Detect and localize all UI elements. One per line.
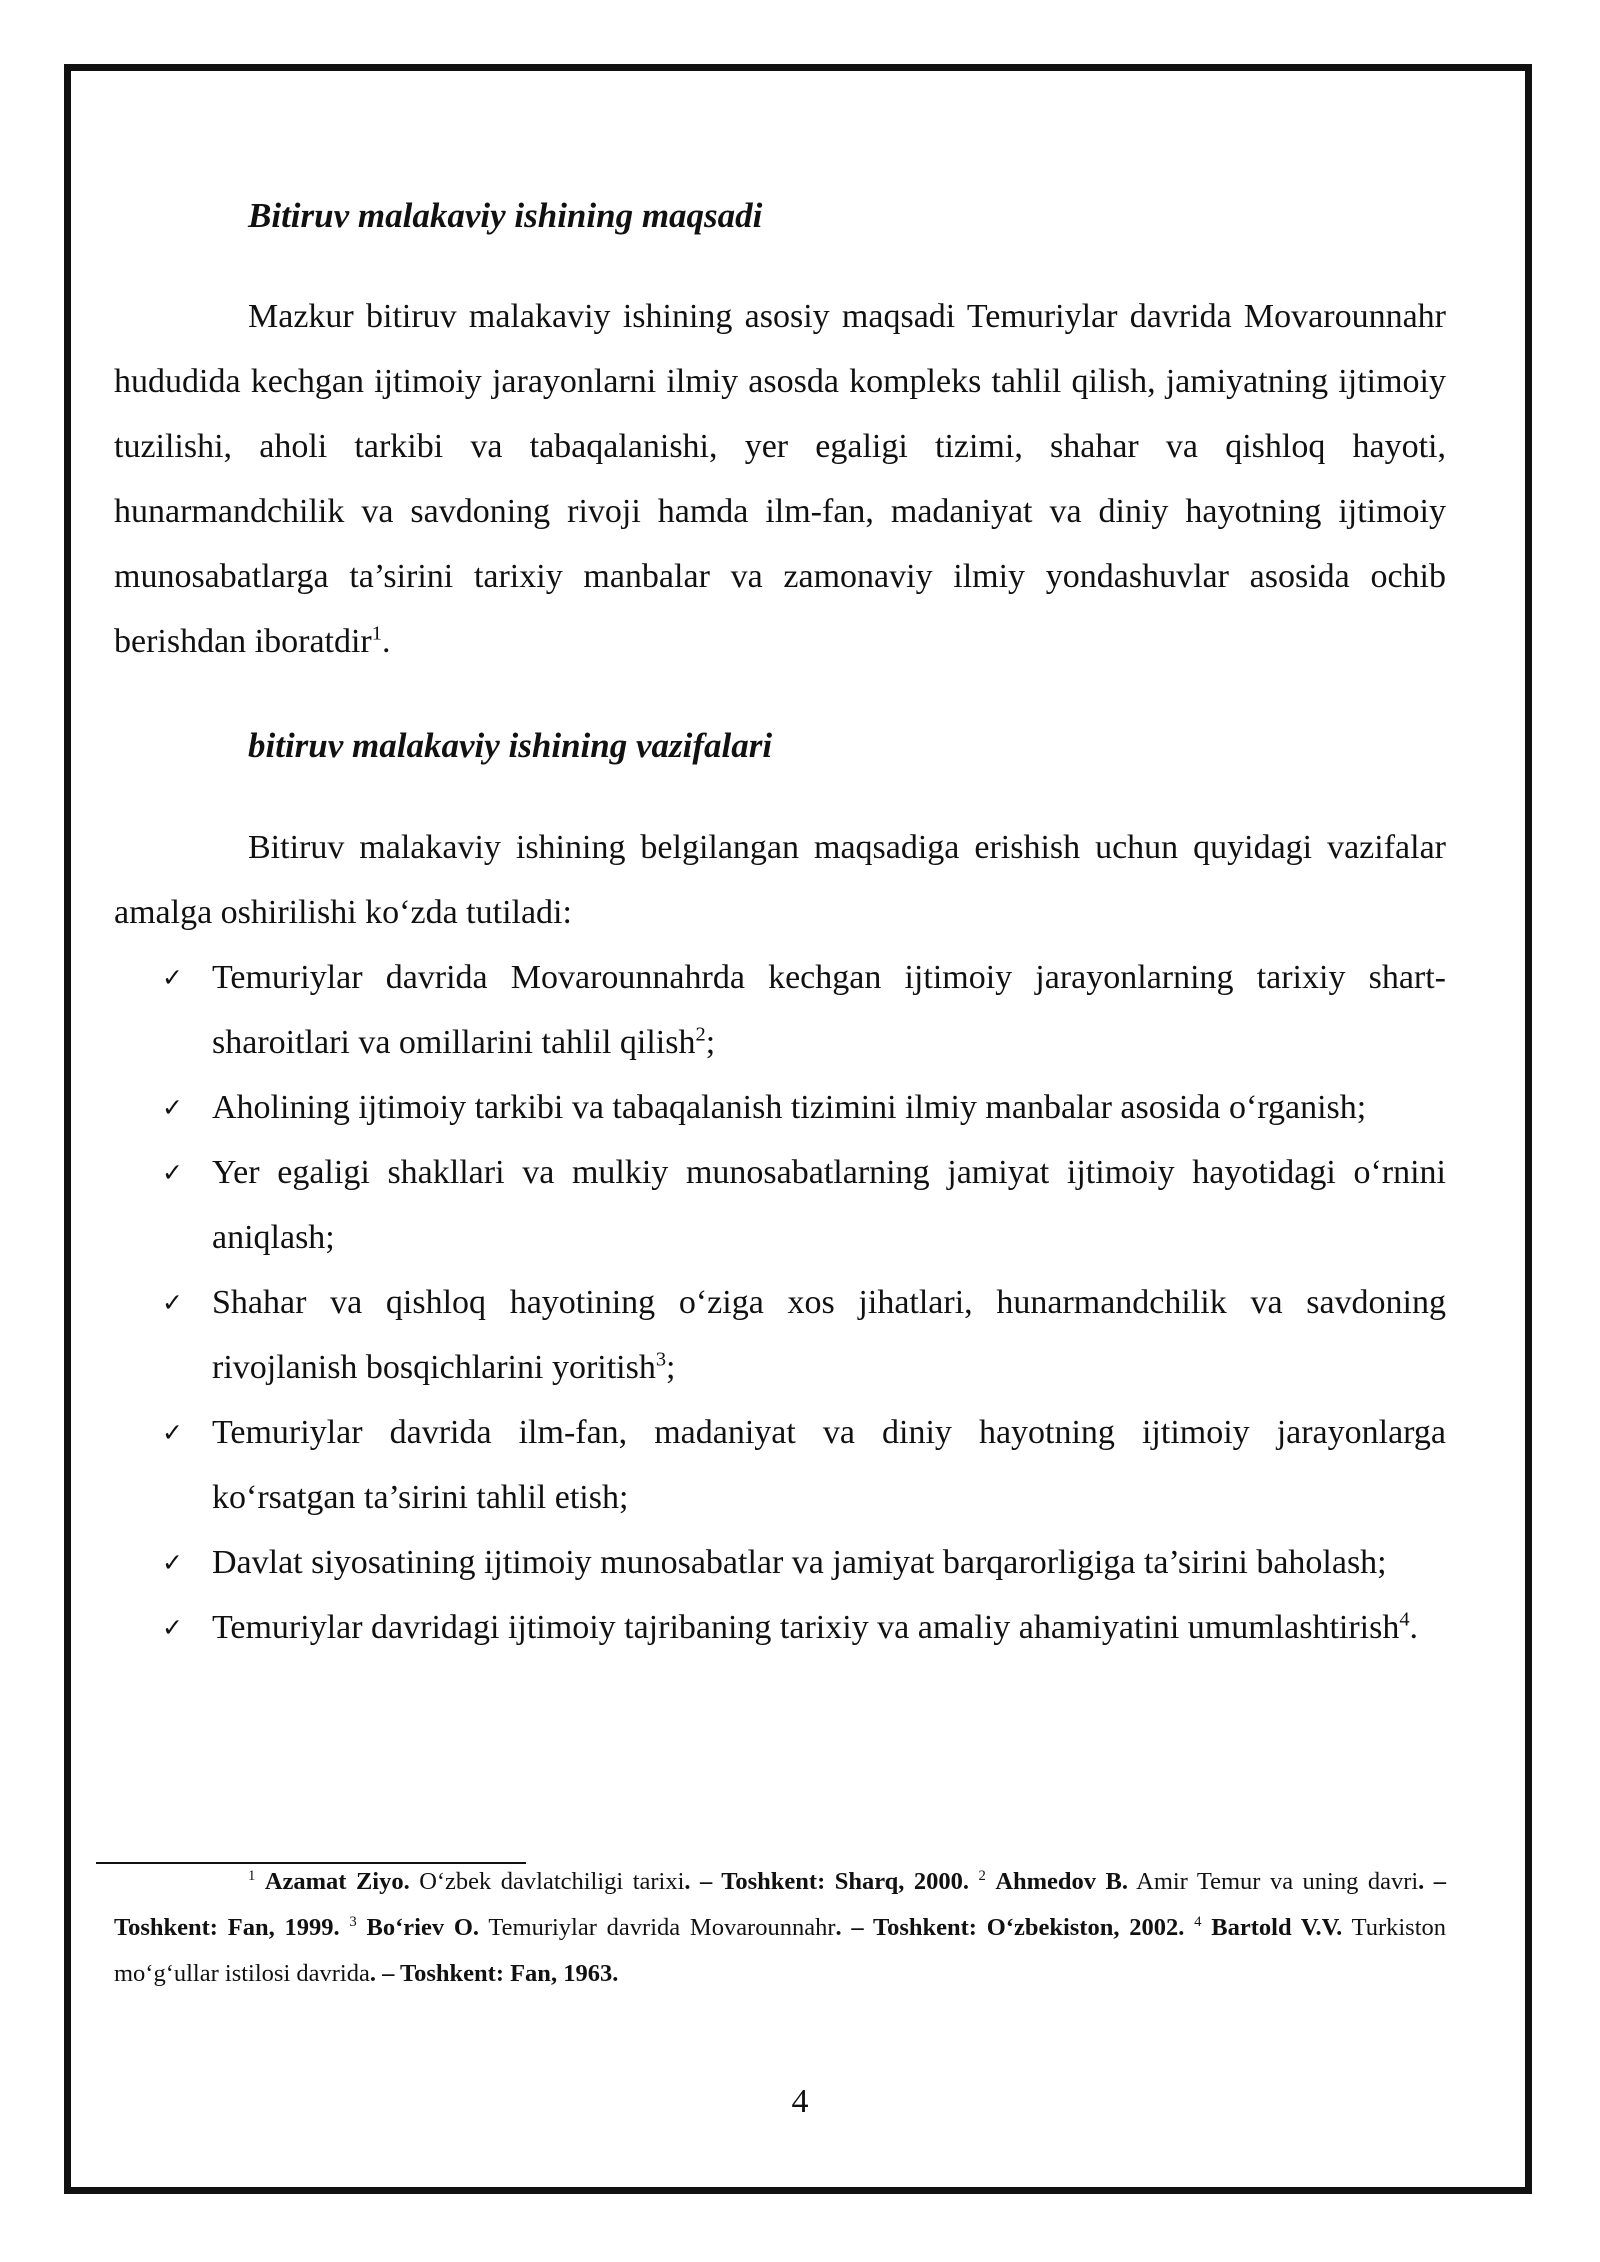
footnote-title: Turkiston mo‘g‘ullar istilosi davrida [114,1914,1446,1987]
goal-paragraph [114,284,1446,674]
checkmark-icon: ✓ [162,1418,183,1447]
list-item-text: Temuriylar davrida ilm-fan, madaniyat va diniy hayotning ijtimoiy jarayonlarga ko‘rsatgan ta’sirini tahlil etish; [212,1414,1446,1516]
checkmark-icon: ✓ [162,1158,183,1187]
tasks-list [114,945,1446,1660]
list-item [114,1530,1446,1595]
list-item-end: ; [705,1024,716,1061]
goal-paragraph-text: Mazkur bitiruv malakaviy ishining asosiy maqsadi Temuriylar davrida Movarounnahr hududida kechgan ijtimoiy jarayonlarni ilmiy asosda kompleks tahlil qilish, jamiyatning ijtimoiy tuzilishi, aholi tarkibi va tabaqalanishi, yer egaligi tizimi, shahar va qishloq hayoti, hunarmandchilik va savdoning rivoji hamda ilm-fan, madaniyat va diniy hayotning ijtimoiy munosabatlarga ta’sirini tarixiy manbalar va zamonaviy ilmiy yondashuvlar asosida ochib berishdan iboratdir [114,298,1446,660]
list-item-end: . [1409,1609,1419,1646]
checkmark-icon: ✓ [162,1548,183,1577]
footnote-ref: 3 [655,1348,667,1371]
footnote [349,1914,1184,1941]
footnote-number: 1 [248,1867,256,1884]
footnotes [114,1859,1446,1997]
list-item-text: Shahar va qishloq hayotining o‘ziga xos jihatlari, hunarmandchilik va savdoning rivojlanish bosqichlarini yoritish [212,1284,1446,1386]
list-item-text: Yer egaligi shakllari va mulkiy munosabatlarning jamiyat ijtimoiy hayotidagi o‘rnini aniqlash; [212,1154,1446,1256]
list-item-text: Temuriylar davridagi ijtimoiy tajribaning tarixiy va amaliy ahamiyatini umumlashtirish [212,1609,1400,1646]
footnote-title: Temuriylar davrida Movarounnahr [479,1914,836,1941]
list-item [114,1140,1446,1270]
goal-heading: Bitiruv malakaviy ishining maqsadi [248,196,763,235]
list-item-text: Aholining ijtimoiy tarkibi va tabaqalanish tizimini ilmiy manbalar asosida o‘rganish; [212,1089,1367,1126]
footnote-title: O‘zbek davlatchiligi tarixi [409,1868,685,1895]
list-item [114,1270,1446,1400]
list-item [114,1075,1446,1140]
footnote-ref: 2 [695,1023,706,1046]
footnote-publisher: . – Toshkent: Fan, 1999. [114,1868,1447,1941]
list-item [114,945,1446,1075]
footnote-number: 3 [349,1913,357,1930]
list-item [114,1595,1446,1660]
checkmark-icon: ✓ [162,1613,183,1642]
list-item-text: Davlat siyosatining ijtimoiy munosabatlar va jamiyat barqarorligiga ta’sirini baholash; [212,1544,1387,1581]
list-item-end: ; [666,1349,676,1386]
checkmark-icon: ✓ [162,1093,183,1122]
footnote-author: Ahmedov B. [995,1868,1128,1895]
footnote-number: 4 [1194,1913,1202,1930]
footnote [248,1868,969,1895]
list-item [114,1400,1446,1530]
footnote-publisher: . – Toshkent: O‘zbekiston, 2002. [835,1914,1185,1941]
goal-paragraph-end: . [381,623,391,660]
footnote-title: Amir Temur va uning davri [1128,1868,1419,1895]
footnote-author: Bartold V.V. [1211,1914,1343,1941]
footnote-publisher: . – Toshkent: Fan, 1963. [369,1960,619,1987]
list-item-text: Temuriylar davrida Movarounnahrda kechgan ijtimoiy jarayonlarning tarixiy shart-sharoitlari va omillarini tahlil qilish [212,959,1446,1061]
checkmark-icon: ✓ [162,963,183,992]
footnote-ref: 1 [371,622,382,645]
tasks-heading: bitiruv malakaviy ishining vazifalari [248,726,773,765]
footnote-ref: 4 [1399,1608,1410,1631]
footnote-number: 2 [978,1867,986,1884]
tasks-intro: Bitiruv malakaviy ishining belgilangan maqsadiga erishish uchun quyidagi vazifalar amalga oshirilishi ko‘zda tutiladi: [114,829,1446,931]
footnote-author: Bo‘riev O. [366,1914,480,1941]
checkmark-icon: ✓ [162,1288,183,1317]
footnote-author: Azamat Ziyo. [264,1868,410,1895]
page-number: 4 [791,2083,809,2120]
footnote-publisher: . – Toshkent: Sharq, 2000. [684,1868,970,1895]
